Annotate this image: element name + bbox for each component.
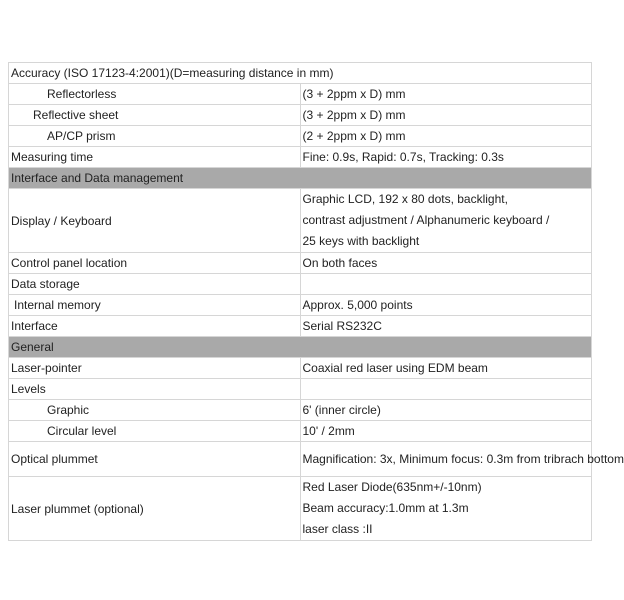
levels-label: Levels bbox=[9, 379, 301, 400]
table-row bbox=[9, 147, 592, 168]
reflective-sheet-value: (3 + 2ppm x D) mm bbox=[300, 105, 592, 126]
laser-pointer-value: Coaxial red laser using EDM beam bbox=[300, 358, 592, 379]
table-row bbox=[9, 274, 592, 295]
display-label: Display / Keyboard bbox=[9, 189, 301, 253]
table-row bbox=[9, 105, 592, 126]
table-row bbox=[9, 421, 592, 442]
graphic-value: 6' (inner circle) bbox=[300, 400, 592, 421]
table-row bbox=[9, 477, 592, 541]
reflective-sheet-label: Reflective sheet bbox=[9, 105, 301, 126]
interface-label: Interface bbox=[9, 316, 301, 337]
laser-plummet-value-line: laser class :II bbox=[302, 522, 373, 536]
table-row bbox=[9, 358, 592, 379]
laser-pointer-label: Laser-pointer bbox=[9, 358, 301, 379]
general-section-title: General bbox=[9, 337, 592, 358]
display-value-line: Graphic LCD, 192 x 80 dots, backlight, bbox=[302, 192, 508, 206]
internal-memory-label: Internal memory bbox=[9, 295, 301, 316]
interface-section-title: Interface and Data management bbox=[9, 168, 592, 189]
data-storage-label: Data storage bbox=[9, 274, 301, 295]
table-row bbox=[9, 316, 592, 337]
optical-plummet-label: Optical plummet bbox=[9, 442, 301, 477]
section-row bbox=[9, 337, 592, 358]
levels-value bbox=[300, 379, 592, 400]
laser-plummet-label: Laser plummet (optional) bbox=[9, 477, 301, 541]
reflectorless-label: Reflectorless bbox=[9, 84, 301, 105]
laser-plummet-value bbox=[300, 477, 592, 541]
display-value-line: contrast adjustment / Alphanumeric keyboard / bbox=[302, 213, 550, 227]
circular-level-value: 10' / 2mm bbox=[300, 421, 592, 442]
section-row bbox=[9, 168, 592, 189]
prism-value: (2 + 2ppm x D) mm bbox=[300, 126, 592, 147]
measuring-time-label: Measuring time bbox=[9, 147, 301, 168]
circular-level-label: Circular level bbox=[9, 421, 301, 442]
table-row bbox=[9, 126, 592, 147]
graphic-label: Graphic bbox=[9, 400, 301, 421]
control-panel-value: On both faces bbox=[300, 253, 592, 274]
display-value bbox=[300, 189, 592, 253]
data-storage-value bbox=[300, 274, 592, 295]
table-row bbox=[9, 189, 592, 253]
table-row bbox=[9, 84, 592, 105]
laser-plummet-value-line: Beam accuracy:1.0mm at 1.3m bbox=[302, 501, 469, 515]
table-row bbox=[9, 400, 592, 421]
display-value-line: 25 keys with backlight bbox=[302, 234, 420, 248]
prism-label: AP/CP prism bbox=[9, 126, 301, 147]
spec-table bbox=[8, 62, 624, 541]
reflectorless-value: (3 + 2ppm x D) mm bbox=[300, 84, 592, 105]
internal-memory-value: Approx. 5,000 points bbox=[300, 295, 592, 316]
table-row bbox=[9, 253, 592, 274]
laser-plummet-value-line: Red Laser Diode(635nm+/-10nm) bbox=[302, 480, 482, 494]
optical-plummet-value: Magnification: 3x, Minimum focus: 0.3m from tribrach bottom bbox=[300, 442, 592, 477]
accuracy-header: Accuracy (ISO 17123-4:2001)(D=measuring distance in mm) bbox=[9, 63, 592, 84]
control-panel-label: Control panel location bbox=[9, 253, 301, 274]
interface-value: Serial RS232C bbox=[300, 316, 592, 337]
table-row bbox=[9, 442, 592, 477]
table-row bbox=[9, 379, 592, 400]
table-row bbox=[9, 295, 592, 316]
measuring-time-value: Fine: 0.9s, Rapid: 0.7s, Tracking: 0.3s bbox=[300, 147, 592, 168]
table-row bbox=[9, 63, 592, 84]
